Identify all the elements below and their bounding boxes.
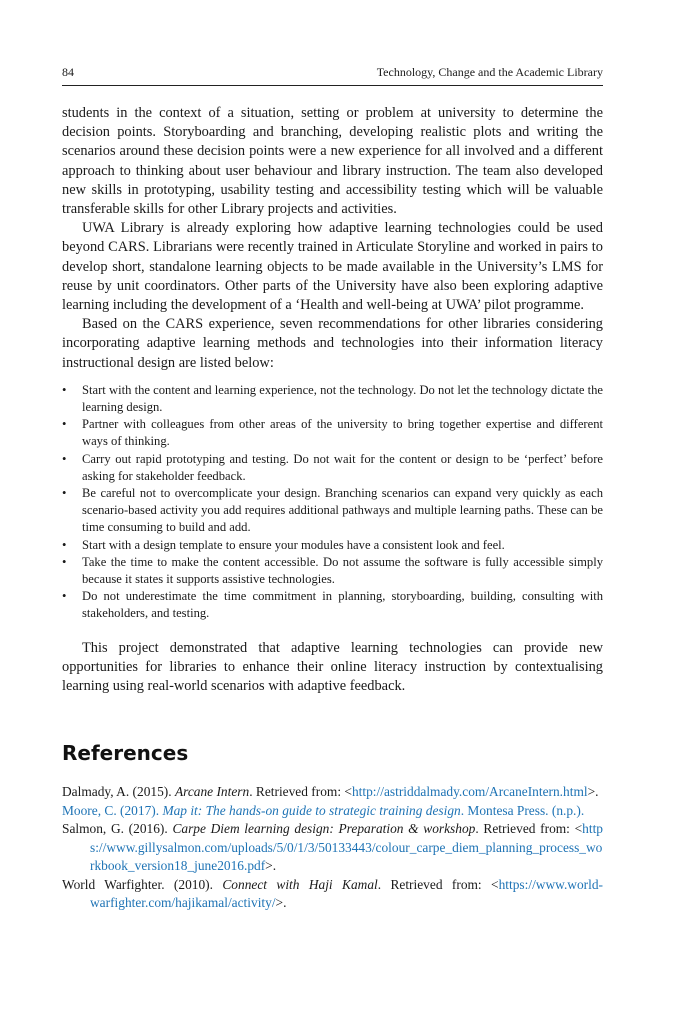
list-item-text: Do not underestimate the time commitment in planning, storyboarding, building, consulting with stakeholders, and testing. [82, 589, 603, 621]
page-number: 84 [62, 65, 74, 79]
bullet-icon: • [62, 554, 67, 569]
reference-authors: Dalmady, A. (2015). [62, 784, 172, 799]
reference-detail: . Retrieved from: < [377, 876, 499, 892]
reference-entry[interactable] [62, 802, 603, 821]
reference-title: Carpe Diem learning design: Preparation & workshop [172, 821, 476, 836]
reference-end: >. [265, 858, 277, 873]
header-rule [62, 85, 603, 86]
list-item [62, 416, 603, 450]
reference-detail: . Montesa Press. (n.p.). [460, 802, 585, 818]
bullet-icon: • [62, 537, 67, 552]
body-text [62, 104, 603, 696]
list-item-text: Take the time to make the content accessible. Do not assume the software is fully accessible simply because it states it supports assistive technologies. [82, 554, 603, 587]
references-heading: References [62, 741, 189, 765]
closing-paragraph: This project demonstrated that adaptive learning technologies can provide new opportunities for libraries to enhance their online literacy instruction by contextualising learning using real-world scenarios with adaptive feedback. [62, 639, 603, 695]
reference-detail: . Retrieved from: < [249, 784, 352, 799]
reference-link[interactable]: https://www.world-warfighter.com/hajikamal/activity/ [90, 876, 603, 910]
reference-end: >. [275, 895, 287, 910]
bullet-icon: • [62, 382, 67, 397]
list-item [62, 451, 603, 485]
reference-end: >. [587, 784, 599, 799]
reference-link[interactable]: https://www.gillysalmon.com/uploads/5/0/1/3/50133443/colour_carpe_diem_planning_process_workbook_version18_june2016.pdf [90, 821, 603, 873]
reference-detail: . Retrieved from: < [475, 821, 583, 836]
reference-entry [62, 820, 603, 876]
recommendations-list [62, 382, 603, 623]
reference-title: Map it: The hands-on guide to strategic training design [162, 802, 461, 818]
paragraph: UWA Library is already exploring how adaptive learning technologies could be used beyond CARS. Librarians were recently trained in Articulate Storyline and worked in pairs to develop short, standalone learning objects to be made available in the University’s LMS for reuse by unit coordinators. Other parts of the University have also been exploring adaptive learning including the development of a ‘Health and well-being at UWA’ pilot programme. [62, 220, 603, 314]
list-item [62, 382, 603, 416]
reference-entry [62, 876, 603, 913]
list-item-text: Partner with colleagues from other areas of the university to bring together expertise and different ways of thinking. [82, 417, 603, 449]
reference-link[interactable]: http://astriddalmady.com/ArcaneIntern.html [351, 784, 588, 799]
reference-authors: Moore, C. (2017). [62, 802, 160, 818]
list-item-text: Be careful not to overcomplicate your design. Branching scenarios can expand very quickly as each scenario-based activity you add requires additional pathways and multiple learning paths. These can be time consuming to build and add. [82, 486, 603, 535]
bullet-icon: • [62, 417, 67, 432]
bullet-icon: • [62, 589, 67, 604]
running-header [62, 64, 603, 82]
list-item [62, 485, 603, 537]
list-item-text: Start with the content and learning experience, not the technology. Do not let the technology dictate the learning design. [82, 382, 603, 415]
list-item-text: Carry out rapid prototyping and testing. Do not wait for the content or design to be ‘perfect’ before asking for stakeholder feedback. [82, 451, 603, 483]
paragraph: Based on the CARS experience, seven recommendations for other libraries considering incorporating adaptive learning methods and technologies into their information literacy instructional design are listed below: [62, 316, 603, 371]
reference-entry [62, 783, 603, 802]
reference-title: Arcane Intern [174, 784, 250, 799]
reference-authors: Salmon, G. (2016). [62, 821, 168, 836]
list-item [62, 554, 603, 588]
bullet-icon: • [62, 486, 67, 501]
bullet-icon: • [62, 451, 67, 466]
list-item-text: Start with a design template to ensure your modules have a consistent look and feel. [82, 537, 505, 552]
list-item [62, 588, 603, 622]
reference-title: Connect with Haji Kamal [222, 876, 378, 892]
references-list [62, 783, 603, 913]
running-title: Technology, Change and the Academic Library [376, 65, 603, 79]
reference-authors: World Warfighter. (2010). [62, 876, 213, 892]
paragraph: students in the context of a situation, setting or problem at university to determine the decision points. Storyboarding and branching, developing realistic plots and writing the scenarios around these decision points were a new experience for all involved and a different approach to thinking about user behaviour and library instruction. The team also developed new skills in prototyping, usability testing and accessibility testing which will be valuable transferable skills for other Library projects and activities. [62, 105, 603, 218]
list-item [62, 537, 603, 554]
